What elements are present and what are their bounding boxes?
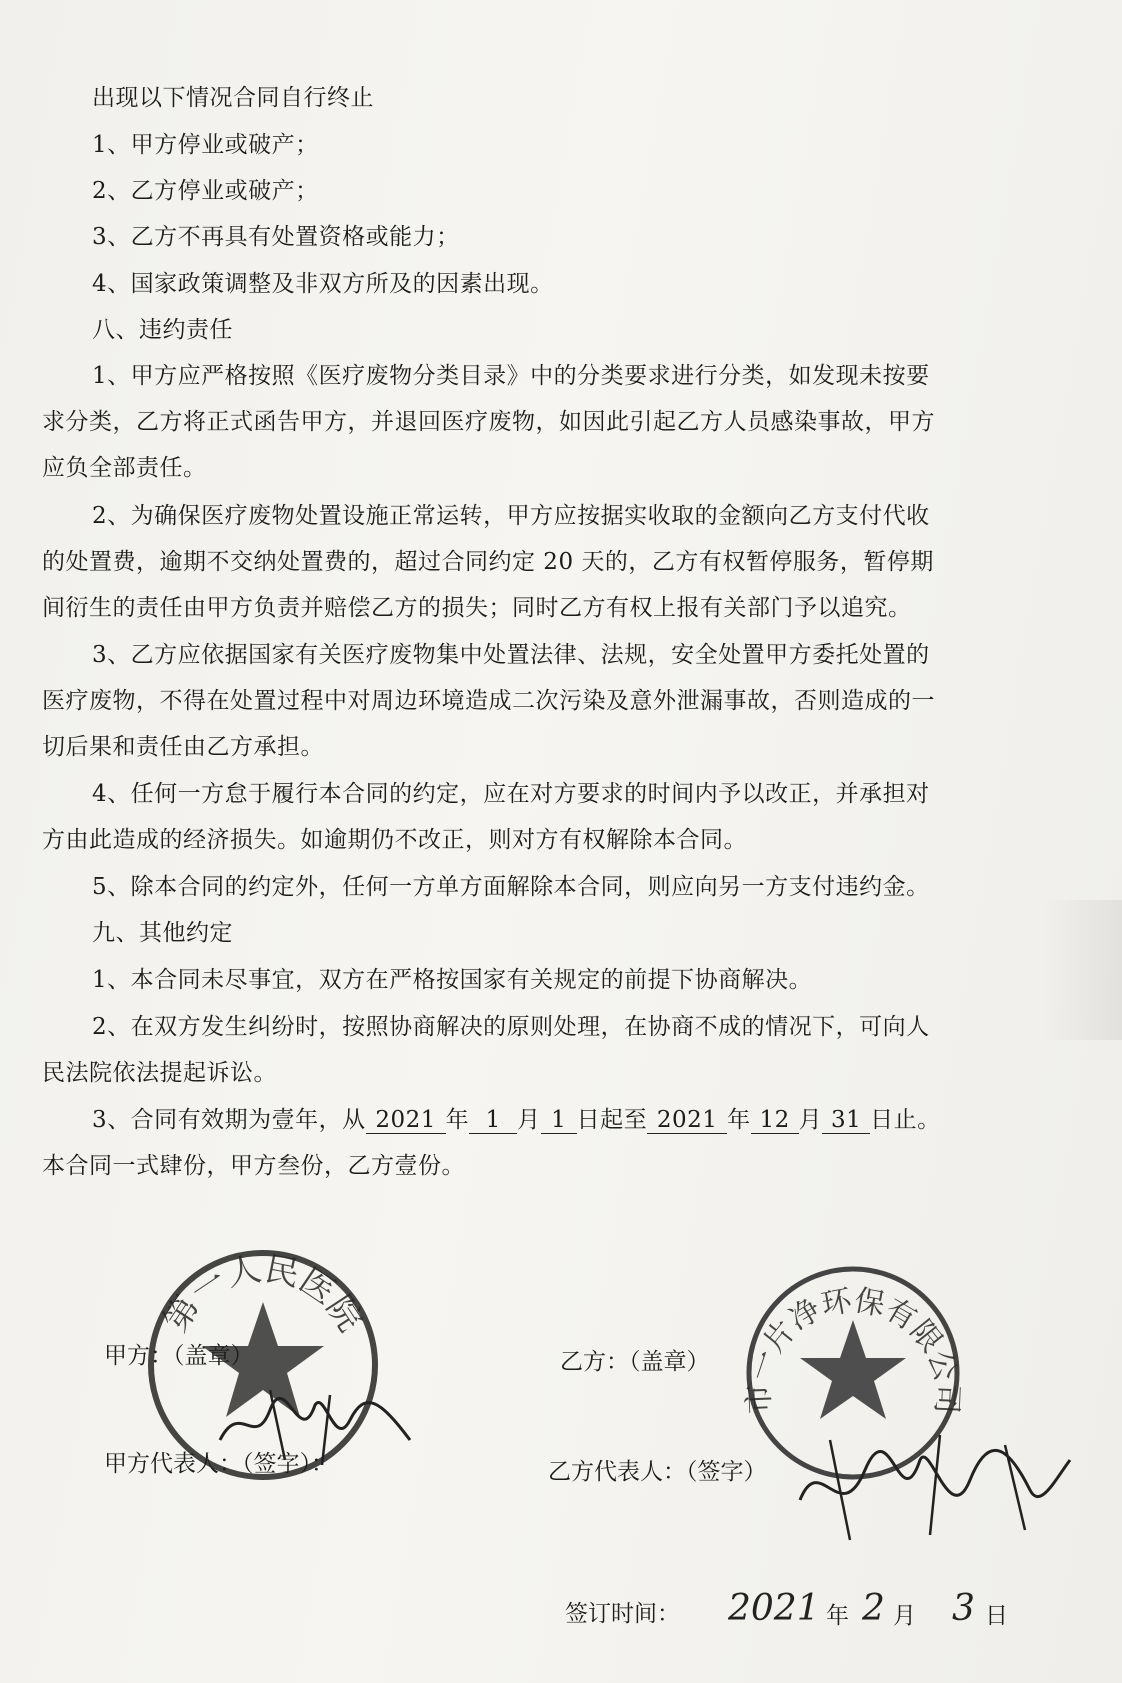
year-label: 年 — [445, 1107, 470, 1133]
clause-line: 2、在双方发生纠纷时，按照协商解决的原则处理，在协商不成的情况下，可向人 — [92, 1014, 930, 1040]
party-b-rep-label: 乙方代表人：（签字） — [548, 1459, 767, 1485]
validity-mid: 日起至 — [576, 1107, 648, 1133]
clause-line: 方由此造成的经济损失。如逾期仍不改正，则对方有权解除本合同。 — [42, 827, 747, 853]
sign-date-day: 3 — [952, 1588, 975, 1629]
month-label: 月 — [798, 1107, 823, 1133]
sign-date-month: 2 — [862, 1588, 885, 1629]
sign-date-month-label: 月 — [893, 1603, 916, 1629]
party-a-rep-label: 甲方代表人：（签字）： — [104, 1451, 334, 1477]
clause-line: 民法院依法提起诉讼。 — [42, 1060, 277, 1086]
clause-line: 2、乙方停业或破产； — [92, 178, 319, 204]
validity-line — [92, 1106, 941, 1134]
clause-line: 求分类，乙方将正式函告甲方，并退回医疗废物，如因此引起乙方人员感染事故，甲方 — [42, 409, 935, 435]
sign-date-year: 2021 — [728, 1588, 820, 1629]
clause-line: 1、甲方应严格按照《医疗废物分类目录》中的分类要求进行分类，如发现未按要 — [92, 363, 930, 389]
party-b-seal-label: 乙方：（盖章） — [560, 1349, 710, 1375]
clause-line: 的处置费，逾期不交纳处置费的，超过合同约定 20 天的，乙方有权暂停服务，暂停期 — [42, 549, 934, 575]
party-b-seal-text: 市一片净环保有限公司 — [741, 1283, 965, 1415]
party-b-signature — [790, 1420, 1080, 1550]
month-label: 月 — [517, 1107, 541, 1133]
section-heading: 八、违约责任 — [92, 317, 233, 343]
end-year-blank: 2021 — [647, 1107, 727, 1134]
section-heading: 九、其他约定 — [92, 920, 233, 946]
start-day-blank: 1 — [541, 1107, 577, 1134]
start-month-blank: 1 — [469, 1107, 517, 1134]
sign-date-year-label: 年 — [826, 1603, 849, 1629]
validity-suffix: 日止。 — [870, 1107, 941, 1133]
clause-line: 1、本合同未尽事宜，双方在严格按国家有关规定的前提下协商解决。 — [92, 967, 813, 993]
party-a-seal-text: 第一人民医院 — [155, 1248, 371, 1339]
validity-prefix: 3、合同有效期为壹年，从 — [92, 1107, 366, 1133]
clause-line: 3、乙方不再具有处置资格或能力； — [92, 224, 460, 250]
star-icon — [800, 1320, 906, 1419]
clause-line: 1、甲方停业或破产； — [92, 132, 319, 158]
sign-date-day-label: 日 — [985, 1603, 1008, 1629]
clause-line: 2、为确保医疗废物处置设施正常运转，甲方应按据实收取的金额向乙方支付代收 — [92, 503, 930, 529]
clause-line: 4、国家政策调整及非双方所及的因素出现。 — [92, 271, 554, 297]
clause-line: 4、任何一方怠于履行本合同的约定，应在对方要求的时间内予以改正，并承担对 — [92, 781, 930, 807]
start-year-blank: 2021 — [366, 1107, 446, 1134]
clause-line: 医疗废物，不得在处置过程中对周边环境造成二次污染及意外泄漏事故，否则造成的一 — [42, 688, 935, 714]
end-month-blank: 12 — [751, 1107, 799, 1134]
clause-line: 3、乙方应依据国家有关医疗废物集中处置法律、法规，安全处置甲方委托处置的 — [92, 642, 930, 668]
clause-line: 应负全部责任。 — [42, 455, 207, 481]
copies-line: 本合同一式肆份，甲方叁份，乙方壹份。 — [42, 1153, 465, 1179]
clause-line: 间衍生的责任由甲方负责并赔偿乙方的损失；同时乙方有权上报有关部门予以追究。 — [42, 595, 912, 621]
party-a-signature — [210, 1380, 420, 1470]
party-a-seal-label: 甲方：（盖章） — [104, 1343, 254, 1369]
end-day-blank: 31 — [822, 1107, 870, 1134]
year-label: 年 — [727, 1107, 751, 1133]
section-intro: 出现以下情况合同自行终止 — [92, 85, 374, 111]
clause-line: 5、除本合同的约定外，任何一方单方面解除本合同，则应向另一方支付违约金。 — [92, 874, 930, 900]
paper-fold-shadow — [1042, 900, 1122, 1040]
clause-line: 切后果和责任由乙方承担。 — [42, 734, 324, 760]
sign-date-label: 签订时间： — [565, 1601, 680, 1627]
